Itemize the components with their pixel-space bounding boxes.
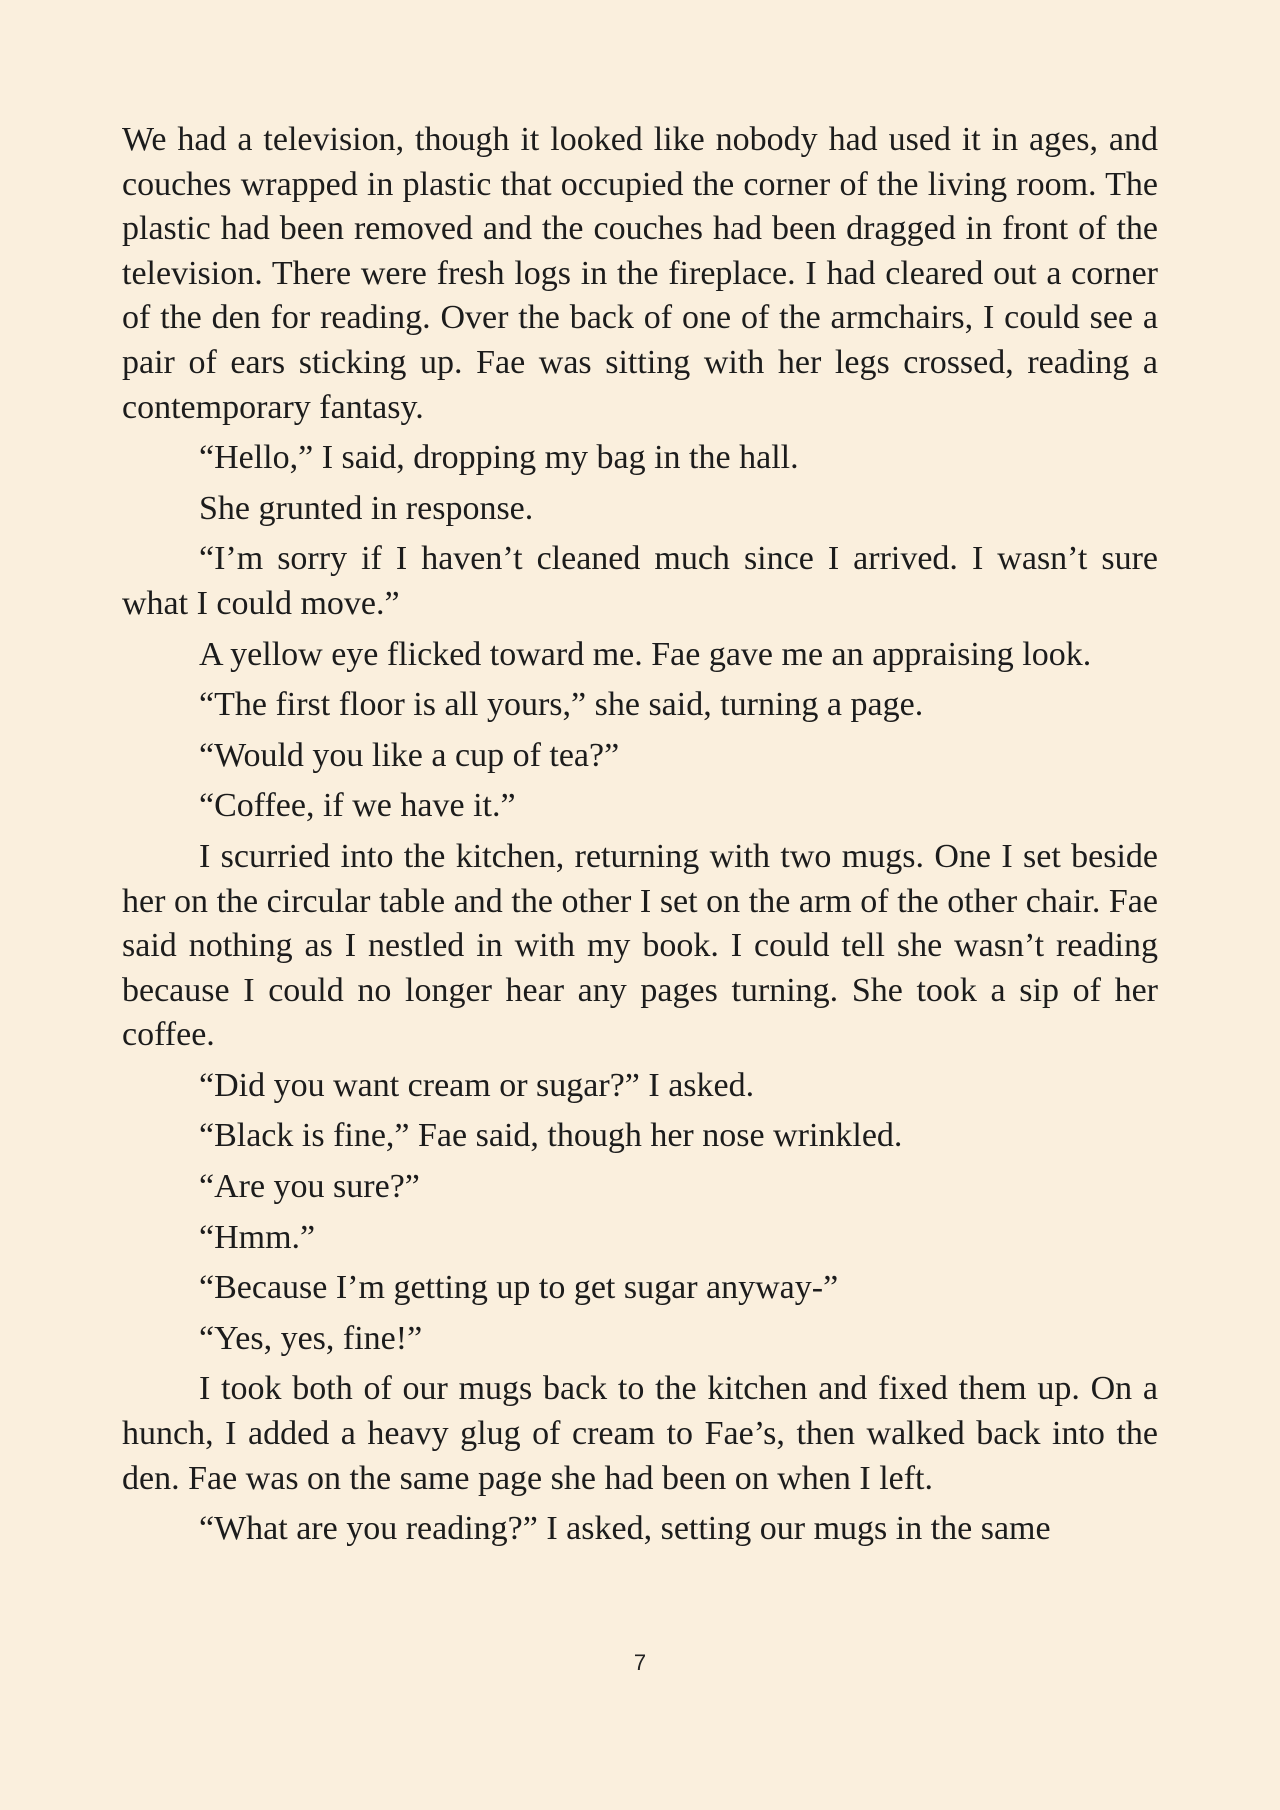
paragraph: “Hmm.” bbox=[199, 1218, 316, 1256]
paragraph: “Are you sure?” bbox=[199, 1168, 420, 1206]
paragraph: I scurried into the kitchen, returning with two mugs. One I set beside her on the circular table and the other I set on the arm of the other chair. Fae said nothing as I nestled in with my book. I could tell she wasn’t reading because I could no longer hear any pages turning. She took a sip of her coffee. bbox=[122, 837, 1158, 1054]
paragraph: I took both of our mugs back to the kitchen and fixed them up. On a hunch, I added a heavy glug of cream to Fae’s, then walked back into the den. Fae was on the same page she had been on when I left. bbox=[122, 1370, 1158, 1497]
paragraph: A yellow eye flicked toward me. Fae gave me an appraising look. bbox=[199, 635, 1092, 673]
paragraph: “The first floor is all yours,” she said, turning a page. bbox=[199, 686, 924, 724]
page-number: 7 bbox=[633, 1650, 647, 1675]
paragraph: We had a television, though it looked like nobody had used it in ages, and couches wrapped in plastic that occupied the corner of the living room. The plastic had been removed and the couches had been dragged in front of the television. There were fresh logs in the fireplace. I had cleared out a corner of the den for reading. Over the back of one of the armchairs, I could see a pair of ears sticking up. Fae was sitting with her legs crossed, reading a contemporary fantasy. bbox=[122, 121, 1158, 426]
paragraph: “What are you reading?” I asked, setting our mugs in the same bbox=[199, 1510, 1051, 1548]
paragraph: She grunted in response. bbox=[199, 489, 534, 527]
paragraph: “Black is fine,” Fae said, though her nose wrinkled. bbox=[199, 1117, 903, 1155]
page-body bbox=[122, 118, 1158, 1558]
paragraph: “Did you want cream or sugar?” I asked. bbox=[199, 1066, 755, 1104]
paragraph: “Would you like a cup of tea?” bbox=[199, 736, 620, 774]
paragraph: “I’m sorry if I haven’t cleaned much since I arrived. I wasn’t sure what I could move.” bbox=[122, 540, 1158, 622]
paragraph: “Yes, yes, fine!” bbox=[199, 1319, 423, 1357]
paragraph: “Coffee, if we have it.” bbox=[199, 787, 516, 825]
paragraph: “Hello,” I said, dropping my bag in the hall. bbox=[199, 439, 799, 477]
paragraph: “Because I’m getting up to get sugar anyway-” bbox=[199, 1269, 839, 1307]
